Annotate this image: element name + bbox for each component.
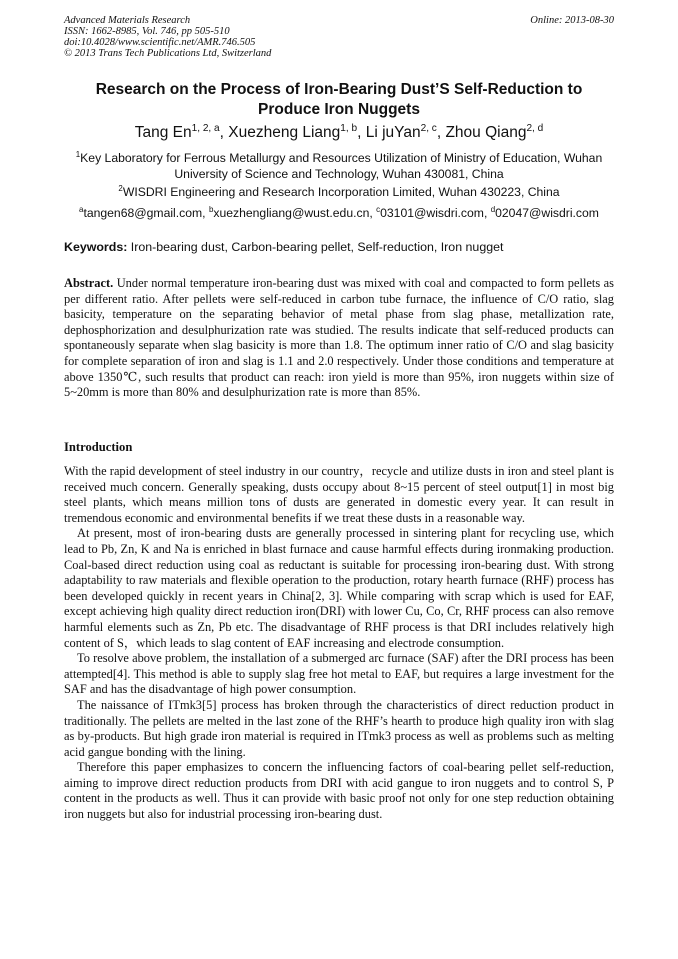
abstract-label: Abstract. <box>64 276 114 290</box>
author: Tang En$^{1, 2, a}$, <box>134 122 229 141</box>
author: Li juYan$^{2, c}$, <box>365 122 446 141</box>
abstract <box>64 276 614 401</box>
abstract-text: Under normal temperature iron-bearing dust was mixed with coal and compacted to form pellets as per different ratio. After pellets were self-reduced in carbon tube furnace, the influence of C/O ratio, slag basicity, temperature on the separating behavior of metal phase from slag phase, metallization rate, dephosphorization and desulphurization rate was studied. The results indicate that self-reduced products can spontaneously separate when slag basicity is more than 1.8. The optimum inner ratio of C/O and slag basicity for complete separation of iron and slag is 1.1 and 2.0 respectively. Under those conditions and temperature at above 1350℃, such results that product can reach: iron yield is more than 95%, iron nuggets within size of 5~20mm is more than 80% and desulphurization rate is more than 85%. <box>64 276 614 400</box>
paragraph: Therefore this paper emphasizes to concern the influencing factors of coal-bearing pellet self-reduction, aiming to improve direct reduction products from DRI with acid gangue to iron nuggets and to control S, P content in the products as well. Thus it can provide with basic proof not only for one step reduction obtaining iron nuggets but also for industrial processing iron-bearing dust. <box>64 760 614 822</box>
keywords <box>64 240 614 254</box>
doi-line: doi:10.4028/www.scientific.net/AMR.746.505 <box>64 37 256 48</box>
paragraph: At present, most of iron-bearing dusts are generally processed in sintering plant for recycling use, which lead to Pb, Zn, K and Na is enriched in blast furnace and cause harmful effects during ironmaking production. Coal-based direct reduction using coal as reductant is suitable for processing iron-bearing dust. With strong adaptability to raw materials and flexible operation to the production, rotary hearth furnace (RHF) process has been developed quickly in recent years in China[2, 3]. While comparing with scrap which is used for EAF, except achieving high quality direct reduction iron(DRI) with lower Cu, Co, Cr, RHF process can also remove harmful elements such as Zn, Pb etc. The disadvantage of RHF process is that DRI includes relatively high content of S，which leads to slag content of EAF increasing and electrode consumption. <box>64 526 614 650</box>
paragraph: The naissance of ITmk3[5] process has broken through the characteristics of direct reduction product in traditionally. The pellets are melted in the last zone of the RHF’s hearth to produce high quality iron with slag as by-products. But high grade iron material is required in ITmk3 process as well as problems such as melting acid gangue bonding with the lining. <box>64 697 614 759</box>
journal-header <box>64 15 271 59</box>
email-link[interactable]: xuezhengliang@wust.edu.cn, <box>213 206 377 220</box>
issn-line: ISSN: 1662-8985, Vol. 746, pp 505-510 <box>64 26 230 37</box>
section-heading: Introduction <box>64 440 133 454</box>
copyright-line: © 2013 Trans Tech Publications Ltd, Switzerland <box>64 48 272 59</box>
paper-title: Research on the Process of Iron-Bearing Dust’S Self-Reduction to Produce Iron Nuggets <box>95 81 583 118</box>
keywords-text: Iron-bearing dust, Carbon-bearing pellet, Self-reduction, Iron nugget <box>127 240 504 254</box>
keywords-label: Keywords: <box>64 240 128 254</box>
journal-name: Advanced Materials Research <box>64 15 191 26</box>
email-link[interactable]: 03101@wisdri.com, <box>380 206 491 220</box>
email-link[interactable]: 02047@wisdri.com <box>495 206 599 220</box>
paragraph: With the rapid development of steel industry in our country，recycle and utilize dusts in iron and steel plant is received much concern. Generally speaking, dusts occupy about 8~15 percent of steel output[1] in most big steel plants, which means million tons of dusts are generated in domestic every year. It can result in tremendous economic and environmental benefits if we treat these dusts in a reasonable way. <box>64 464 614 525</box>
online-date: Online: 2013-08-30 <box>530 15 614 26</box>
email-link[interactable]: tangen68@gmail.com, <box>83 206 209 220</box>
author: Xuezheng Liang$^{1, b}$, <box>228 122 366 141</box>
author: Zhou Qiang$^{2, d}$ <box>445 122 544 141</box>
introduction-body <box>64 464 614 823</box>
paragraph: To resolve above problem, the installation of a submerged arc furnace (SAF) after the DRI process has been attempted[4]. This method is able to supply slag free hot metal to EAF, but requires a large investment for the SAF and has the disadvantage of high power consumption. <box>64 651 614 697</box>
affiliation-1: $^1$Key Laboratory for Ferrous Metallurgy and Resources Utilization of Ministry of Education, Wuhan University of Science and Technology, Wuhan 430081, China <box>75 149 603 181</box>
author-list <box>64 124 614 142</box>
affiliation-2: $^2$WISDRI Engineering and Research Incorporation Limited, Wuhan 430223, China <box>118 183 560 199</box>
author-emails: $^a$tangen68@gmail.com, $^b$xuezhengliang@wust.edu.cn, $^c$03101@wisdri.com, $^d$02047@wisdri.com <box>79 204 599 220</box>
